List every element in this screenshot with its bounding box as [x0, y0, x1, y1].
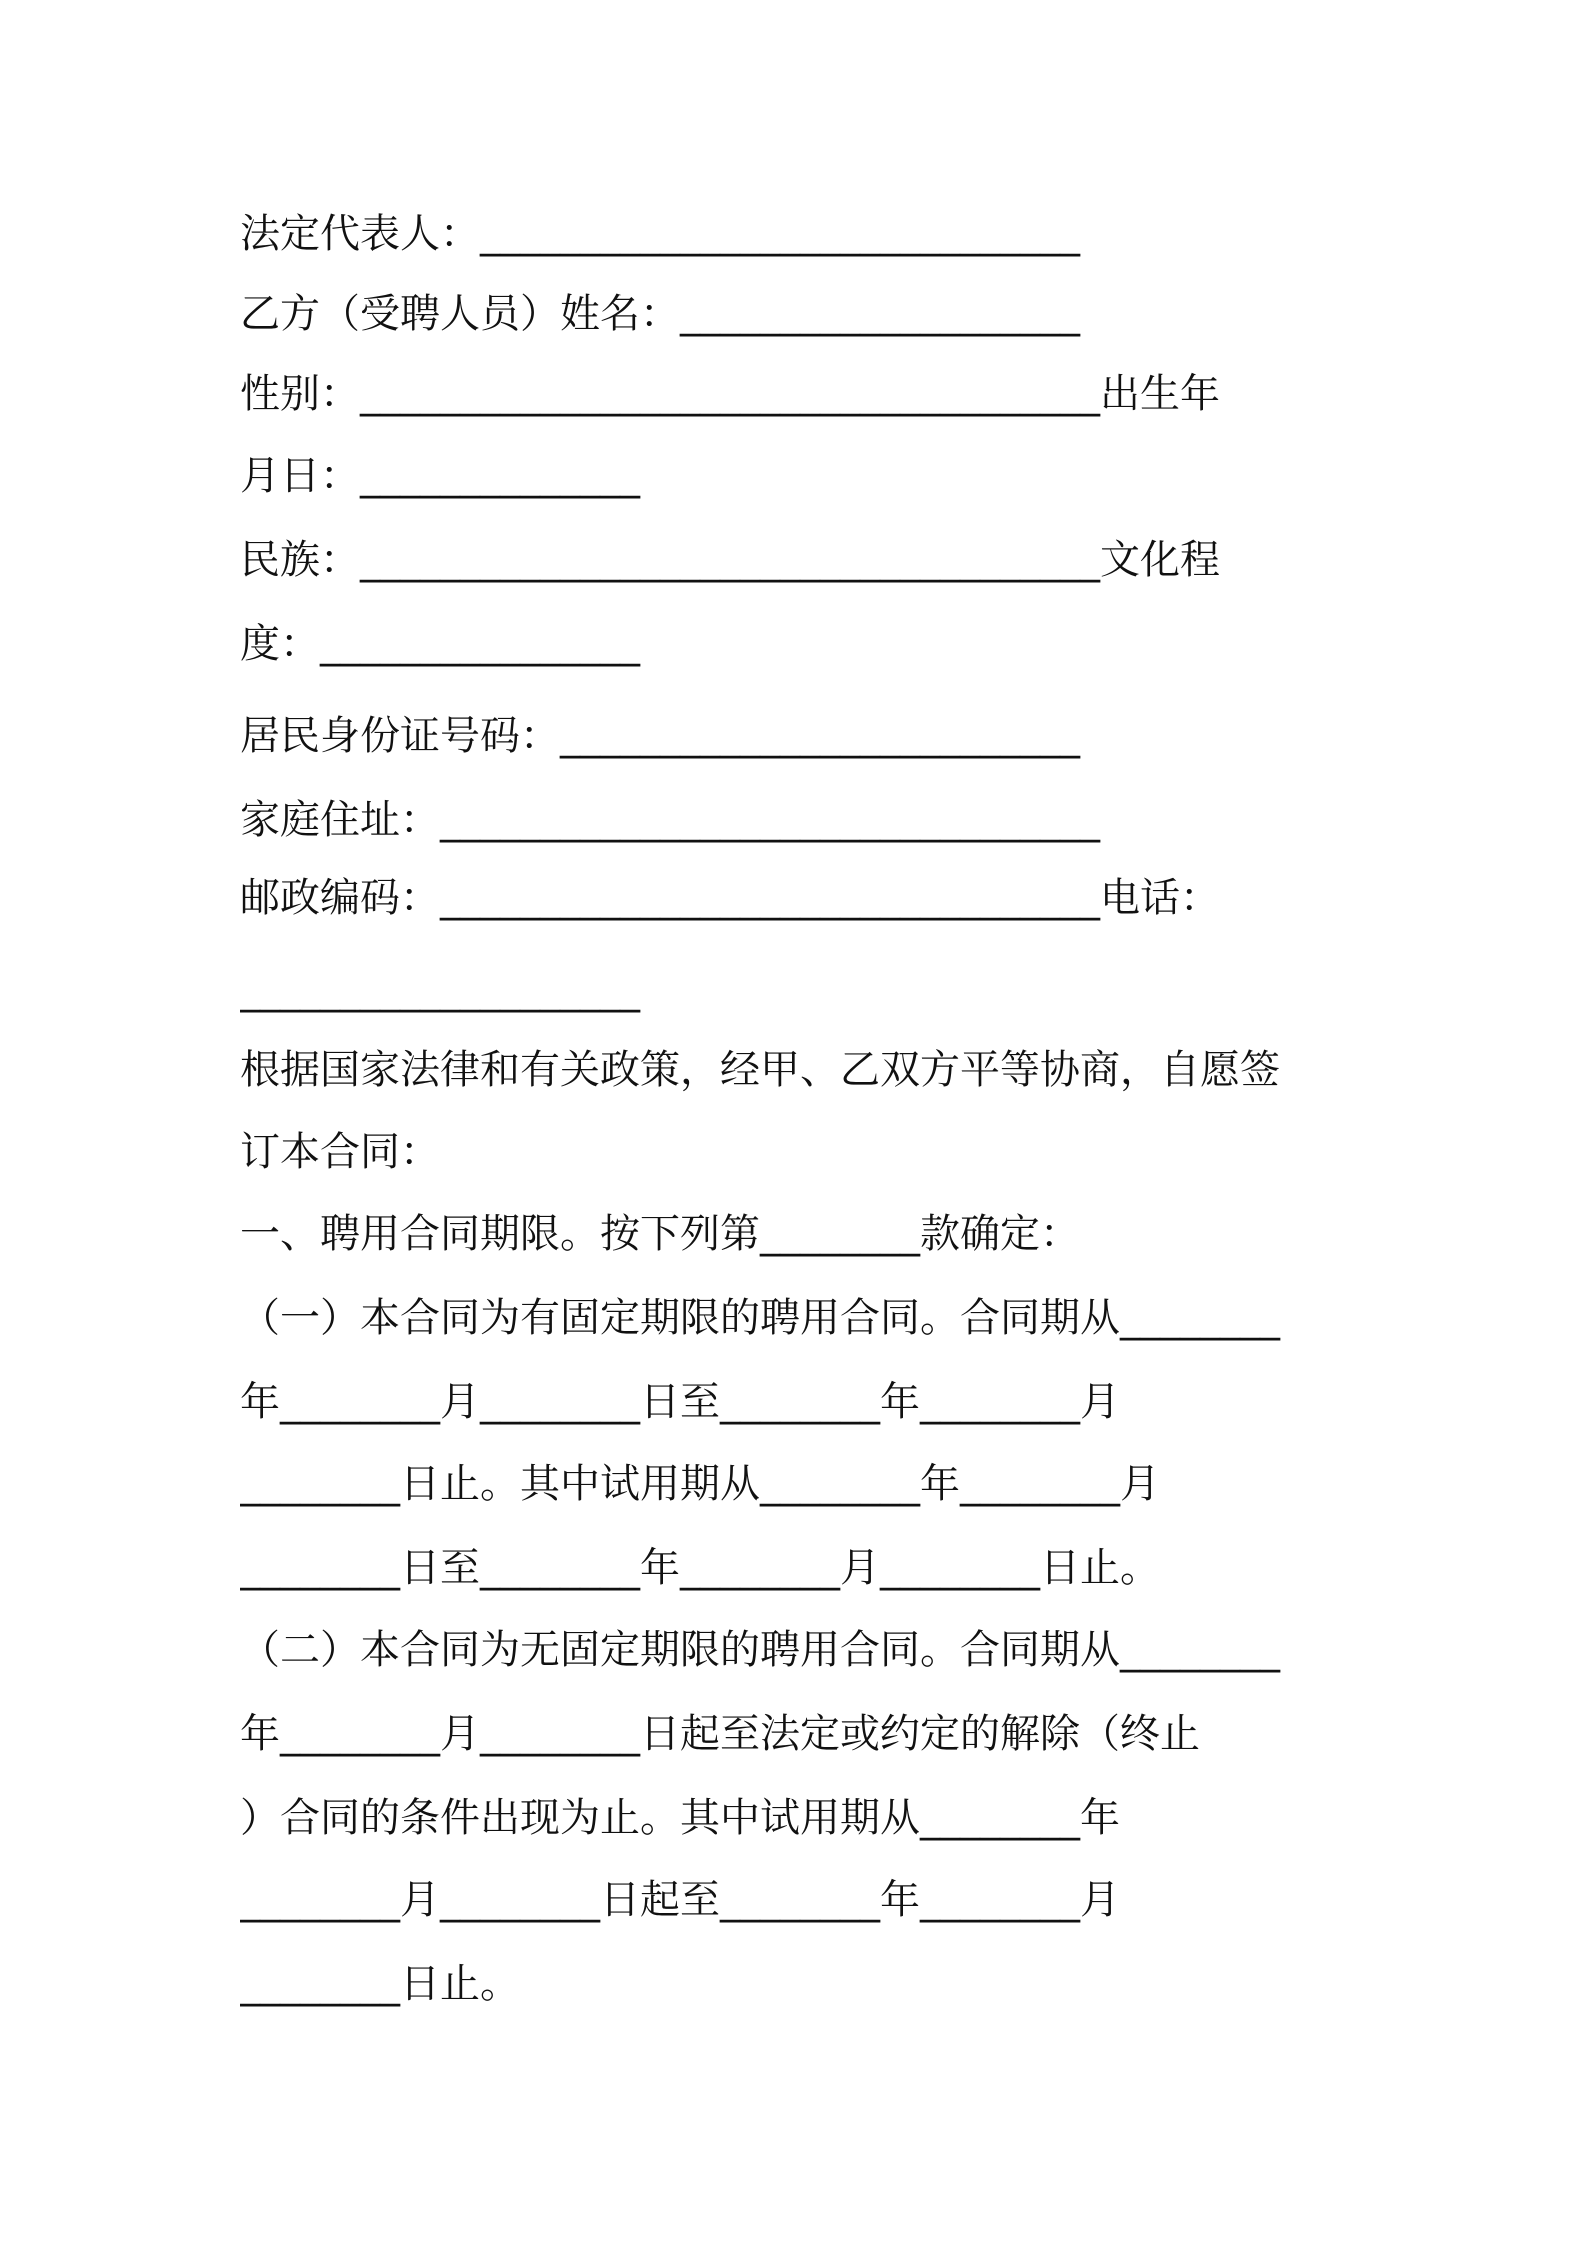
clause-one-trial-line: ________日止。其中试用期从________年________月 — [240, 1461, 1160, 1507]
birth-date-line: 月日：______________ — [240, 453, 640, 499]
clause-two-condition-line: ）合同的条件出现为止。其中试用期从________年 — [240, 1795, 1120, 1841]
section-one-heading: 一、聘用合同期限。按下列第________款确定： — [240, 1211, 1080, 1257]
id-number-line: 居民身份证号码：__________________________ — [240, 713, 1080, 759]
clause-two-dates-line: 年________月________日起至法定或约定的解除（终止 — [240, 1711, 1200, 1757]
clause-two-trial-line: ________月________日起至________年________月 — [240, 1877, 1120, 1923]
gender-line: 性别：_____________________________________出生年 — [240, 371, 1220, 417]
home-address-line: 家庭住址：_________________________________ — [240, 797, 1100, 843]
clause-one-line: （一）本合同为有固定期限的聘用合同。合同期从________ — [240, 1295, 1280, 1341]
preamble-end-line: 订本合同： — [240, 1129, 440, 1175]
preamble-line: 根据国家法律和有关政策，经甲、乙双方平等协商，自愿签 — [240, 1047, 1280, 1093]
party-b-name-line: 乙方（受聘人员）姓名：____________________ — [240, 291, 1080, 337]
clause-one-trial-end-line: ________日至________年________月________日止。 — [240, 1545, 1160, 1591]
postal-code-line: 邮政编码：_________________________________电话： — [240, 875, 1220, 921]
education-line: 度：________________ — [240, 621, 640, 667]
clause-two-line: （二）本合同为无固定期限的聘用合同。合同期从________ — [240, 1627, 1280, 1673]
clause-two-trial-end-line: ________日止。 — [240, 1961, 520, 2007]
phone-blank-line: ____________________ — [240, 967, 640, 1013]
legal-representative-line: 法定代表人：______________________________ — [240, 211, 1080, 257]
ethnicity-line: 民族：_____________________________________文化程 — [240, 537, 1220, 583]
clause-one-dates-line: 年________月________日至________年________月 — [240, 1379, 1120, 1425]
